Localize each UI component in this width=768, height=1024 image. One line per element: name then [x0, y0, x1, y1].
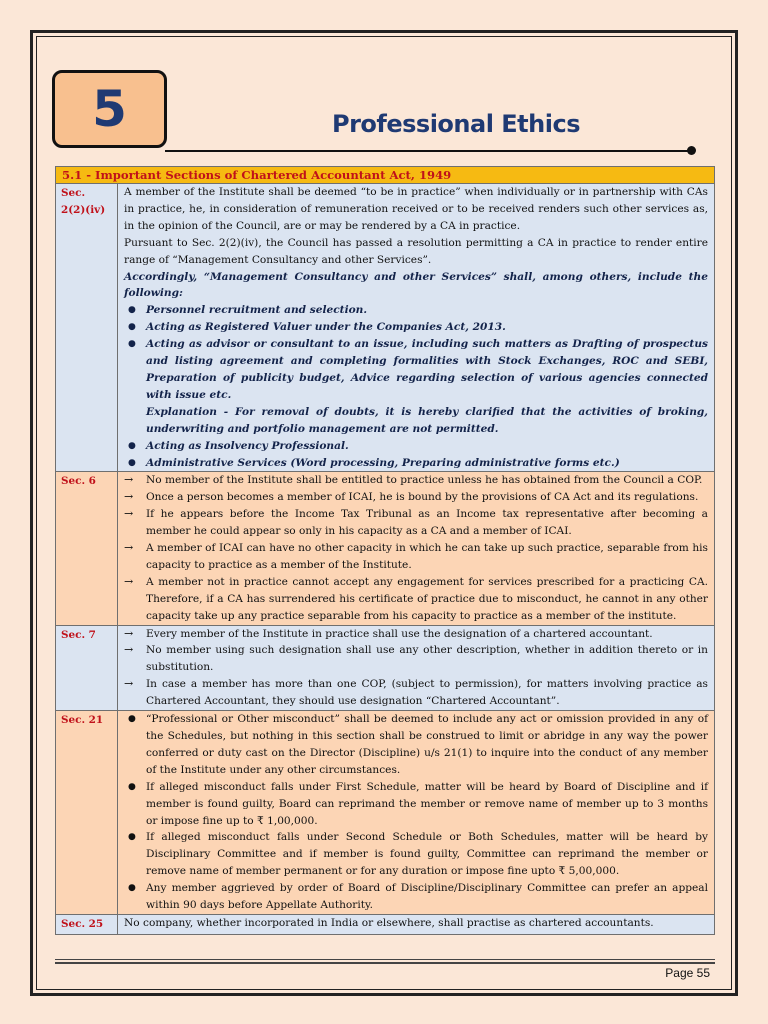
arrow-right-icon: → — [124, 507, 134, 521]
list-item: → A member of ICAI can have no other capacity in which he can take up such practice, separable from his capacity to practice as a member of the Institute. — [124, 541, 708, 571]
table-row — [56, 472, 715, 625]
table-heading: 5.1 - Important Sections of Chartered Accountant Act, 1949 — [56, 167, 715, 184]
arrow-right-icon: → — [124, 490, 134, 504]
bullet-icon: ● — [128, 714, 136, 725]
paragraph: Pursuant to Sec. 2(2)(iv), the Council has passed a resolution permitting a CA in practice to render entire range of “Management Consultancy and other Services”. — [124, 236, 708, 266]
arrow-right-icon: → — [124, 574, 134, 588]
arrow-list — [124, 472, 708, 624]
list-item: → If he appears before the Income Tax Tribunal as an Income tax representative after becoming a member he could appear so only in his capacity as a CA and a member of ICAI. — [124, 507, 708, 538]
title-underline-dot — [687, 146, 696, 155]
list-item: → No member of the Institute shall be entitled to practice unless he has obtained from the Council a COP. — [124, 472, 708, 489]
table-row — [56, 914, 715, 934]
arrow-right-icon: → — [124, 473, 134, 487]
list-item: → A member not in practice cannot accept any engagement for services prescribed for a practicing CA. Therefore, if a CA has surrendered his certificate of practice due to misconduct, he cannot in any other capacity take up any practice separable from his capacity to practice as a member of the institute. — [124, 574, 708, 622]
bullet-icon: ● — [128, 457, 136, 468]
list-item: ● If alleged misconduct falls under Second Schedule or Both Schedules, matter will be heard by Disciplinary Committee and if member is found guilty, Committee can reprimand the member or remove name of member permanent or for any duration or impose fine upto ₹ 5,00,000. — [128, 831, 708, 878]
bullet-icon: ● — [128, 305, 136, 316]
footer-rule — [55, 959, 715, 960]
bullet-list — [124, 711, 708, 914]
list-item: ● Any member aggrieved by order of Board of Discipline/Disciplinary Committee can prefer an appeal within 90 days before Appellate Authority. — [128, 882, 708, 912]
table-row — [56, 711, 715, 915]
section-content — [118, 472, 715, 625]
arrow-right-icon: → — [124, 626, 134, 640]
table-row — [56, 184, 715, 472]
section-label: Sec. 7 — [56, 625, 118, 711]
bullet-icon: ● — [128, 781, 136, 792]
arrow-right-icon: → — [124, 643, 134, 657]
list-item: ● “Professional or Other misconduct” shall be deemed to include any act or omission provided in any of the Schedules, but nothing in this section shall be construed to limit or abridge in any way the power conferred or duty cast on the Director (Discipline) u/s 21(1) to inquire into the conduct of any member of the Institute under any other circumstances. — [128, 713, 708, 776]
list-item: ● If alleged misconduct falls under First Schedule, matter will be heard by Board of Discipline and if member is found guilty, Board can reprimand the member or remove name of member up to 3 months or impose fine up to ₹ 1,00,000. — [128, 780, 708, 827]
explanation: Explanation - For removal of doubts, it is hereby clarified that the activities of broking, underwriting and portfolio management are not permitted. — [146, 405, 708, 435]
footer-rule — [55, 962, 715, 964]
sections-table — [55, 166, 715, 935]
list-item: → No member using such designation shall use any other description, whether in addition thereto or in substitution. — [124, 643, 708, 674]
list-item: → Every member of the Institute in practice shall use the designation of a chartered accountant. — [124, 626, 708, 643]
section-content: No company, whether incorporated in India or elsewhere, shall practise as chartered accountants. — [118, 914, 715, 934]
section-label: Sec. 21 — [56, 711, 118, 915]
chapter-title: Professional Ethics — [332, 110, 580, 138]
title-underline — [165, 150, 690, 152]
list-item: ● Acting as Registered Valuer under the Companies Act, 2013. — [124, 319, 708, 336]
list-item: ● Administrative Services (Word processing, Preparing administrative forms etc.) — [124, 455, 708, 472]
page-number: Page 55 — [665, 966, 710, 980]
paragraph: Accordingly, “Management Consultancy and other Services” shall, among others, include the following: — [124, 270, 708, 300]
bullet-list — [124, 438, 708, 472]
list-item: → In case a member has more than one COP, (subject to permission), for matters involving practice as Chartered Accountant, they should use designation “Chartered Accountant”. — [124, 677, 708, 708]
arrow-list — [124, 626, 708, 711]
bullet-icon: ● — [128, 322, 136, 333]
arrow-right-icon: → — [124, 541, 134, 555]
list-item: ● Personnel recruitment and selection. — [124, 302, 708, 319]
table-row — [56, 625, 715, 711]
bullet-icon: ● — [128, 832, 136, 843]
arrow-right-icon: → — [124, 677, 134, 691]
bullet-icon: ● — [128, 339, 136, 350]
section-label: Sec. 6 — [56, 472, 118, 625]
bullet-icon: ● — [128, 883, 136, 894]
section-content — [118, 625, 715, 711]
list-item: ● Acting as Insolvency Professional. — [124, 438, 708, 455]
chapter-number: 5 — [92, 80, 127, 138]
paragraph: A member of the Institute shall be deemed “to be in practice” when individually or in partnership with CAs in practice, he, in consideration of remuneration received or to be received renders such other services as, in the opinion of the Council, are or may be rendered by a CA in practice. — [124, 186, 708, 232]
section-label: Sec. 25 — [56, 914, 118, 934]
list-item: → Once a person becomes a member of ICAI, he is bound by the provisions of CA Act and its regulations. — [124, 489, 708, 506]
section-content — [118, 184, 715, 472]
bullet-icon: ● — [128, 440, 136, 451]
chapter-number-box — [52, 70, 167, 148]
section-content — [118, 711, 715, 915]
bullet-list — [124, 302, 708, 403]
list-item: ● Acting as advisor or consultant to an issue, including such matters as Drafting of prospectus and listing agreement and completing formalities with Stock Exchanges, ROC and SEBI, Preparation of publicity budget, Advice regarding selection of various agencies connected with issue etc. — [128, 338, 708, 401]
section-label: Sec. 2(2)(iv) — [56, 184, 118, 472]
